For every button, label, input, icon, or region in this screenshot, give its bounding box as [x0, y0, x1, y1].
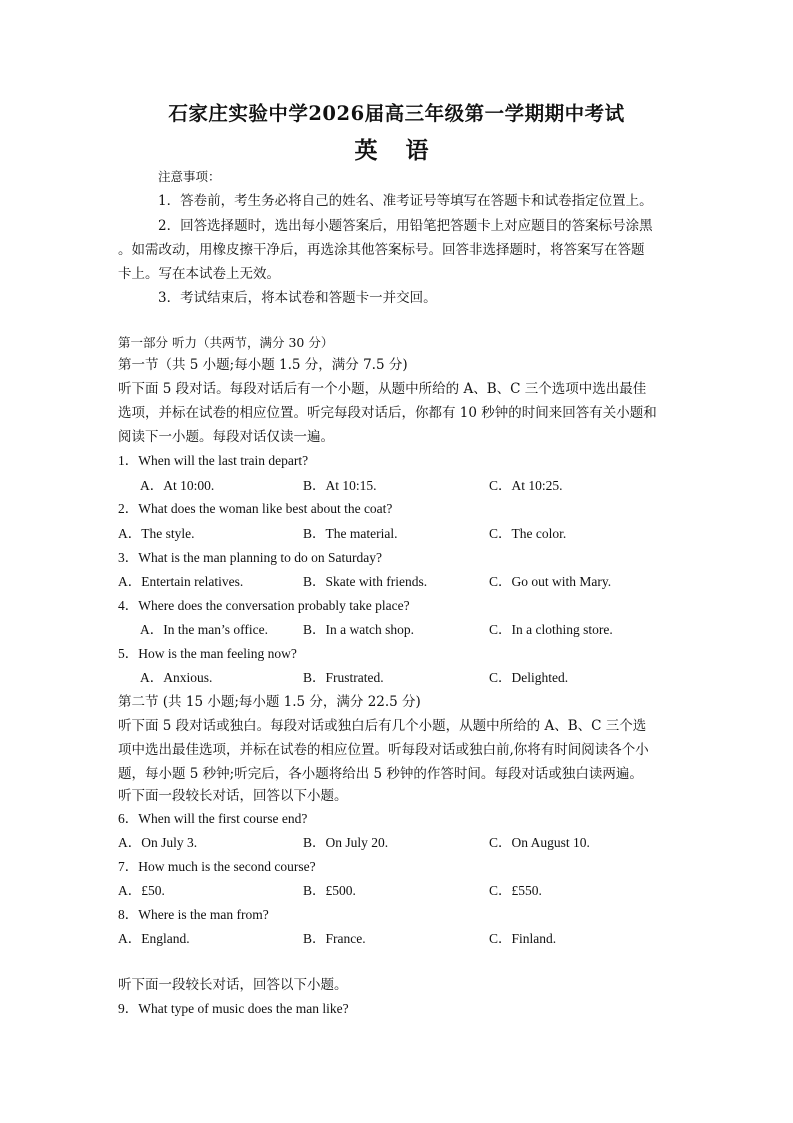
exam-title: 石家庄实验中学2026届高三年级第一学期期中考试 [168, 102, 625, 125]
subject-title: 英 语 [354, 137, 439, 164]
question-stem: 4．Where does the conversation probably take place? [118, 598, 410, 613]
question-stem: 7．How much is the second course? [118, 859, 316, 874]
option-b: B．In a watch shop. [303, 622, 414, 637]
section2-instructions: 项中选出最佳选项，并标在试卷的相应位置。听每段对话或独白前,你将有时间阅读各个小 [118, 742, 649, 758]
question-stem: 3．What is the man planning to do on Saturday? [118, 550, 382, 565]
option-c: C．Go out with Mary. [489, 574, 612, 589]
option-a: A．Entertain relatives. [118, 574, 244, 589]
question-stem: 6．When will the first course end? [118, 811, 308, 826]
question-stem: 5．How is the man feeling now? [118, 646, 297, 661]
option-a: A．On July 3. [118, 835, 198, 850]
section2-instructions: 题，每小题 5 秒钟;听完后，各小题将给出 5 秒钟的作答时间。每段对话或独白读两遍。 [118, 766, 643, 782]
option-c: C．Finland. [489, 931, 557, 946]
listening-prompt: 听下面一段较长对话，回答以下小题。 [118, 788, 348, 804]
option-c: C．At 10:25. [489, 478, 563, 493]
option-c: C．In a clothing store. [489, 622, 613, 637]
listening-prompt: 听下面一段较长对话，回答以下小题。 [118, 977, 348, 993]
option-c: C．On August 10. [489, 835, 590, 850]
option-b: B．On July 20. [303, 835, 389, 850]
notice-line: 1．答卷前，考生务必将自己的姓名、准考证号等填写在答题卡和试卷指定位置上。 [158, 193, 653, 209]
option-a: A．The style. [118, 526, 195, 541]
notice-heading: 注意事项： [158, 169, 221, 184]
option-b: B．At 10:15. [303, 478, 377, 493]
question-stem: 1．When will the last train depart? [118, 453, 309, 468]
section2-instructions: 听下面 5 段对话或独白。每段对话或独白后有几个小题，从题中所给的 A、B、C 三个选 [118, 718, 647, 734]
option-a: A．England. [118, 931, 190, 946]
notice-line: 2．回答选择题时，选出每小题答案后，用铅笔把答题卡上对应题目的答案标号涂黑 [158, 218, 653, 234]
section1-instructions: 阅读下一小题。每段对话仅读一遍。 [118, 429, 334, 445]
option-a: A．At 10:00. [140, 478, 215, 493]
section1-instructions: 听下面 5 段对话。每段对话后有一个小题，从题中所给的 A、B、C 三个选项中选出最佳 [118, 381, 647, 397]
option-a: A．In the man’s office. [140, 622, 268, 637]
section1-instructions: 选项，并标在试卷的相应位置。听完每段对话后，你都有 10 秒钟的时间来回答有关小题和 [118, 405, 657, 421]
question-stem: 2．What does the woman like best about the coat? [118, 501, 393, 516]
question-stem: 9．What type of music does the man like? [118, 1001, 349, 1016]
option-c: C．£550. [489, 883, 542, 898]
option-c: C．Delighted. [489, 670, 569, 685]
option-b: B．Frustrated. [303, 670, 384, 685]
option-b: B．France. [303, 931, 366, 946]
section2-heading: 第二节 (共 15 小题;每小题 1.5 分，满分 22.5 分) [118, 694, 421, 710]
question-stem: 8．Where is the man from? [118, 907, 269, 922]
option-b: B．The material. [303, 526, 398, 541]
option-b: B．Skate with friends. [303, 574, 428, 589]
option-b: B．£500. [303, 883, 356, 898]
option-c: C．The color. [489, 526, 567, 541]
part1-heading: 第一部分 听力（共两节，满分 30 分） [118, 335, 334, 350]
notice-line: 3．考试结束后，将本试卷和答题卡一并交回。 [158, 290, 437, 306]
notice-line: 卡上。写在本试卷上无效。 [118, 266, 280, 282]
option-a: A．£50. [118, 883, 165, 898]
option-a: A．Anxious. [140, 670, 213, 685]
notice-line: 。如需改动，用橡皮擦干净后，再选涂其他答案标号。回答非选择题时，将答案写在答题 [118, 242, 645, 258]
section1-heading: 第一节（共 5 小题;每小题 1.5 分，满分 7.5 分) [118, 357, 408, 373]
